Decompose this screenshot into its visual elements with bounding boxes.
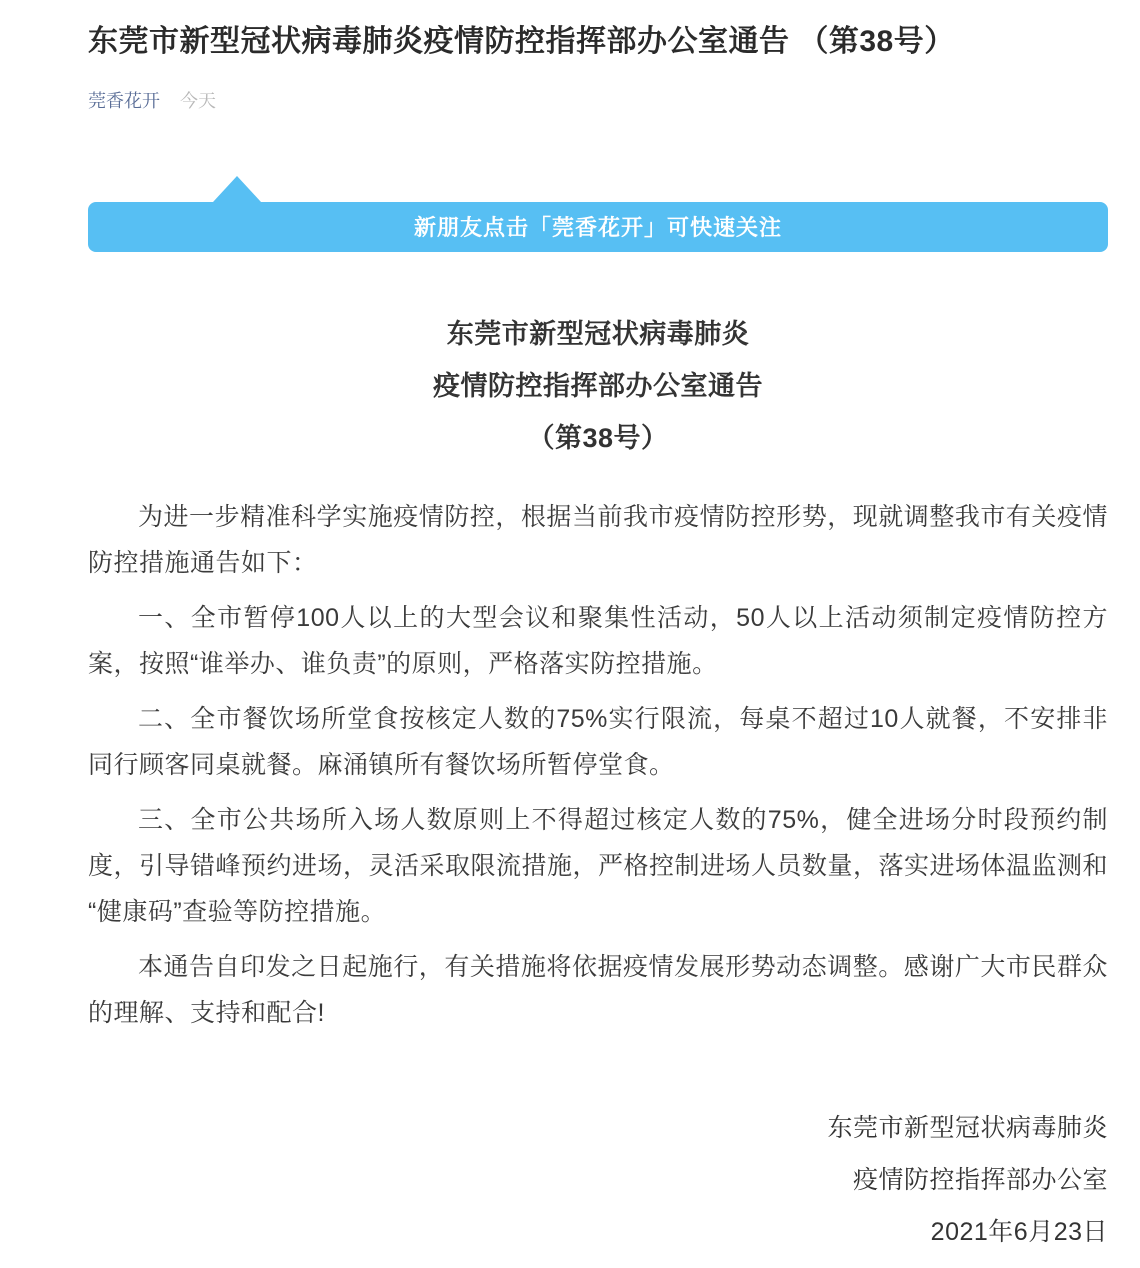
signature-line-date: 2021年6月23日: [930, 1217, 1108, 1246]
signature-line-org-2: 疫情防控指挥部办公室: [852, 1165, 1108, 1194]
signature-block: [88, 1102, 1108, 1258]
notice-heading-line: 疫情防控指挥部办公室通告: [433, 370, 763, 401]
account-link[interactable]: 莞香花开: [88, 90, 160, 111]
paragraph-closing: 本通告自印发之日起施行，有关措施将依据疫情发展形势动态调整。感谢广大市民群众的理解、支持和配合!: [88, 952, 1108, 1027]
page-title: 东莞市新型冠状病毒肺炎疫情防控指挥部办公室通告 （第38号）: [88, 25, 955, 58]
publish-date: 今天: [180, 90, 217, 111]
notice-heading-line: 东莞市新型冠状病毒肺炎: [446, 318, 750, 349]
notice-body: [88, 494, 1108, 1036]
paragraph-intro: 为进一步精准科学实施疫情防控，根据当前我市疫情防控形势，现就调整我市有关疫情防控措施通告如下：: [88, 502, 1108, 577]
paragraph-item-2: 二、全市餐饮场所堂食按核定人数的75%实行限流，每桌不超过10人就餐，不安排非同行顾客同桌就餐。麻涌镇所有餐饮场所暂停堂食。: [88, 704, 1108, 779]
signature-line-org-1: 东莞市新型冠状病毒肺炎: [827, 1113, 1108, 1142]
notice-heading: [88, 308, 1108, 464]
follow-banner-body[interactable]: [88, 202, 1108, 252]
paragraph-item-3: 三、全市公共场所入场人数原则上不得超过核定人数的75%，健全进场分时段预约制度，引导错峰预约进场，灵活采取限流措施，严格控制进场人员数量，落实进场体温监测和“健康码”查验等防控措施。: [88, 805, 1109, 926]
paragraph-item-1: 一、全市暂停100人以上的大型会议和聚集性活动，50人以上活动须制定疫情防控方案，按照“谁举办、谁负责”的原则，严格落实防控措施。: [88, 603, 1108, 678]
banner-pointer-icon: [213, 176, 261, 202]
byline: [88, 89, 1108, 114]
follow-banner-text: 新朋友点击「莞香花开」可快速关注: [413, 215, 782, 240]
follow-banner[interactable]: [88, 176, 1108, 252]
notice-heading-line: （第38号）: [527, 422, 669, 453]
